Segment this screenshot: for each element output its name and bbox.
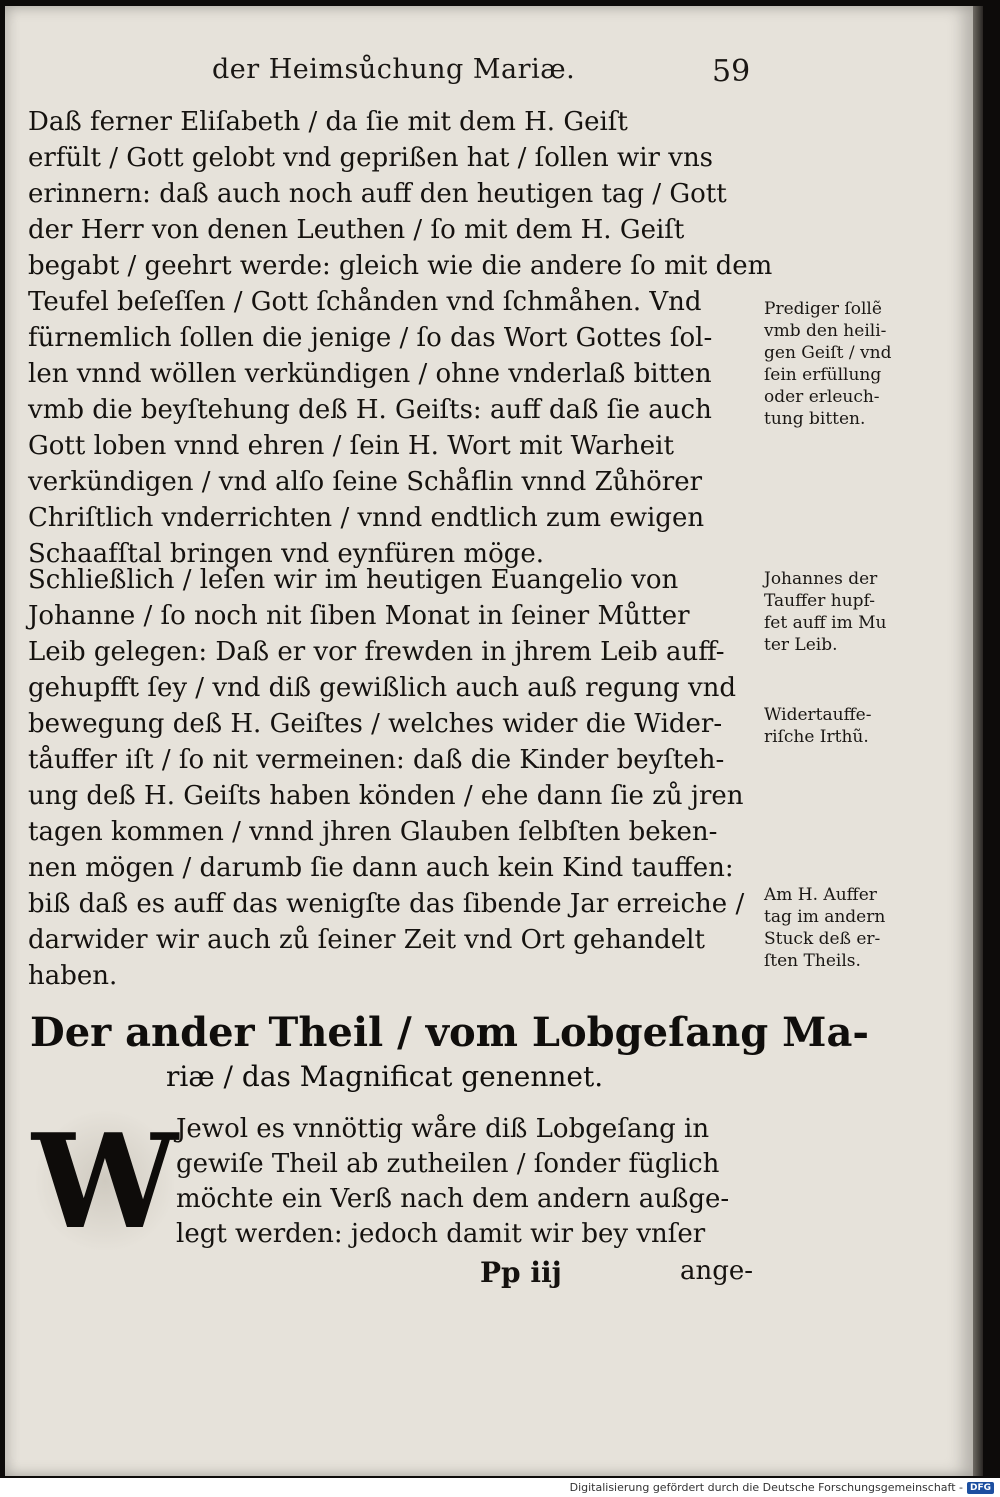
text-line: Stuck deß er- — [764, 929, 881, 949]
text-line: oder erleuch- — [764, 387, 880, 407]
decorated-initial: W — [32, 1104, 178, 1258]
text-line: vmb den heili- — [764, 321, 887, 341]
text-line: ſein erfüllung — [764, 365, 882, 385]
text-line: Am H. Auffer — [764, 885, 877, 905]
paragraph-1 — [28, 104, 773, 572]
text-line: erinnern: daß auch noch auff den heutigen tag / Gott — [28, 179, 727, 209]
text-line: fürnemlich ſollen die jenige / ſo das Wort Gottes ſol- — [28, 323, 713, 353]
text-line: gehupfft ſey / vnd diß gewißlich auch auß regung vnd — [28, 673, 737, 703]
text-line: haben. — [28, 961, 118, 991]
text-line: bewegung deß H. Geiſtes / welches wider die Wider- — [28, 709, 723, 739]
page-edge — [973, 6, 983, 1476]
text-line: Daß ferner Eliſabeth / da ſie mit dem H. Geiſt — [28, 107, 628, 137]
text-line: tåuffer iſt / ſo nit vermeinen: daß die Kinder beyſteh- — [28, 745, 725, 775]
text-line: Prediger ſollẽ — [764, 299, 882, 319]
text-line: legt werden: jedoch damit wir bey vnſer — [176, 1219, 706, 1249]
margin-note-cross-reference — [764, 884, 954, 972]
paragraph-3 — [176, 1112, 766, 1252]
text-line: Chriſtlich vnderrichten / vnnd endtlich zum ewigen — [28, 503, 705, 533]
text-line: begabt / geehrt werde: gleich wie die andere ſo mit dem — [28, 251, 773, 281]
text-line: tagen kommen / vnnd jhren Glauben ſelbſten beken- — [28, 817, 718, 847]
text-line: ung deß H. Geiſts haben könden / ehe dann ſie zů jren — [28, 781, 744, 811]
margin-note-preachers — [764, 298, 954, 430]
section-heading: Der ander Theil / vom Lobgeſang Ma- — [30, 1009, 869, 1056]
footer-text: Digitalisierung gefördert durch die Deutsche Forschungsgemeinschaft - — [569, 1481, 963, 1494]
catchword: ange- — [680, 1256, 754, 1286]
dfg-logo: DFG — [967, 1482, 994, 1494]
text-line: gewiſe Theil ab zutheilen / ſonder füglich — [176, 1149, 720, 1179]
text-line: len vnnd wöllen verkündigen / ohne vnderlaß bitten — [28, 359, 712, 389]
text-line: fet auff im Mu — [764, 613, 887, 633]
text-line: gen Geiſt / vnd — [764, 343, 892, 363]
text-line: darwider wir auch zů ſeiner Zeit vnd Ort gehandelt — [28, 925, 705, 955]
signature-mark: Pp iij — [480, 1256, 562, 1289]
running-head: der Heimsůchung Mariæ. — [212, 54, 576, 85]
text-line: der Herr von denen Leuthen / ſo mit dem H. Geiſt — [28, 215, 685, 245]
text-line: vmb die beyſtehung deß H. Geiſts: auff daß ſie auch — [28, 395, 712, 425]
text-line: Widertauffe- — [764, 705, 872, 725]
text-line: erfült / Gott gelobt vnd geprißen hat / ſollen wir vns — [28, 143, 714, 173]
margin-note-anabaptist — [764, 704, 954, 748]
text-line: ter Leib. — [764, 635, 838, 655]
text-line: Gott loben vnnd ehren / ſein H. Wort mit Warheit — [28, 431, 674, 461]
section-heading-continuation: riæ / das Magnificat genennet. — [166, 1060, 604, 1093]
text-line: riſche Irthũ. — [764, 727, 869, 747]
text-line: Johanne / ſo noch nit ſiben Monat in ſeiner Můtter — [28, 601, 690, 631]
text-line: Johannes der — [764, 569, 878, 589]
text-line: tag im andern — [764, 907, 886, 927]
text-line: nen mögen / darumb ſie dann auch kein Kind tauffen: — [28, 853, 734, 883]
text-line: tung bitten. — [764, 409, 866, 429]
page-number: 59 — [712, 54, 751, 89]
text-line: Schaafſtal bringen vnd eynfüren möge. — [28, 539, 545, 569]
text-line: ſten Theils. — [764, 951, 861, 971]
margin-note-john-baptist — [764, 568, 954, 656]
text-line: Teufel beſeſſen / Gott ſchånden vnd ſchmåhen. Vnd — [28, 287, 702, 317]
text-line: Jewol es vnnöttig wåre diß Lobgeſang in — [176, 1114, 710, 1144]
text-line: möchte ein Verß nach dem andern außge- — [176, 1184, 730, 1214]
text-line: Tauffer hupf- — [764, 591, 875, 611]
footer-credit — [570, 1481, 994, 1494]
paragraph-2 — [28, 562, 756, 994]
text-line: verkündigen / vnd alſo ſeine Schåflin vnnd Zůhörer — [28, 467, 703, 497]
text-line: Schließlich / leſen wir im heutigen Euangelio von — [28, 565, 679, 595]
text-line: biß daß es auff das wenigſte das ſibende Jar erreiche / — [28, 889, 745, 919]
text-line: Leib gelegen: Daß er vor frewden in jhrem Leib auff- — [28, 637, 725, 667]
